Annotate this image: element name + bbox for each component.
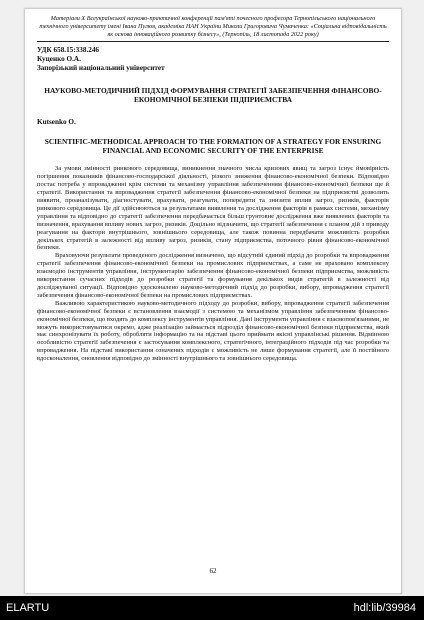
author-affiliation: Запорізький національний університет (37, 64, 165, 73)
body-paragraph: Важливою характеристикою науково-методичного підходу до розробки, вибору, впровадження стратегії забезпечення фінансово-економічної безпеки є встановлення взаємодії з системою та механізмом управління забезпеченням фінансово-економічної безпеки, що входять до комплексу інструментів управління. Дані інструменти управління є взаємопов'язаними, не можуть використовуватися окремо, адже реалізацію займається підрозділ фінансово-економічної безпеки підприємства, який має синхронізувати їх роботу, обробляти інформацію та на підставі цього приймати якісні управлінські рішення. Відмінною особливістю стратегії забезпечення є застосування комплексного, стратегічного, інтеграційного підходів під час розробки та впровадження. На підставі використання означених підходів є можливість не лише формування стратегії, але її постійного вдосконалення, оновлення відповідно до змінності внутрішнього та зовнішнього середовища. (37, 299, 389, 363)
handle-link[interactable]: hdl:lib/39984 (353, 602, 416, 614)
author-name-en: Kutsenko O. (37, 118, 76, 127)
page-content (37, 15, 389, 363)
body-paragraph: Враховуючи результати проведеного дослідження визначено, що відсутній єдиний підхід до розробки та впровадження стратегії забезпечення фінансово-економічної безпеки на промислових підприємствах, а саме не враховано комплексну взаємодію інструментів управління, інструментарію забезпечення фінансово-економічної безпеки підприємства, можливість використання сучасних підходів до розробки стратегії та формування декількох видів стратегій в залежності від досліджуваної ситуації. Відповідно удосконалено науково-методичний підхід до розробки, вибору, впровадження стратегії забезпечення фінансово-економічної безпеки на промислових підприємствах. (37, 252, 389, 299)
author-name: Куценко О.А. (37, 55, 81, 64)
document-page (24, 8, 402, 594)
body-paragraph: За умови змінності ринкового середовища, виникнення значного числа кризових явищ та загроз існує ймовірність погіршення показників фінансово-господарської діяльності, різкого зниження фінансово-економічної безпеки. Відповідно постає потреба у впровадженні крім системи та механізму управління забезпеченням фінансово-економічної безпеки ще й стратегії. Використання та впровадження стратегії забезпечення фінансово-економічної безпеки на підприємстві дозволить виявити, проаналізувати, діагностувати, врахувати, реагувати, попередити та знизити вплив загроз, ризиків, факторів ринкового середовища. Це дії здійснюються за результатами виявлення та дослідження факторів в рамках системи, механізму управління та відповідно до стратегії забезпечення передбачається більш грунтовне дослідження вже виявлених факторів та визначення, врахування впливу нових загроз, ризиків. Доцільно відзначити, що стратегії забезпечення є планом дій з приводу реагування на фактори внутрішнього, зовнішнього середовища, але також повинна передбачати можливість розробки декількох стратегій в залежності від впливу загроз, ризиків, стану підприємства, поточного рівня фінансово-економічної безпеки. (37, 165, 389, 252)
repository-footer (0, 596, 424, 620)
page-number: 62 (209, 567, 217, 575)
conference-header: Матеріали X Всеукраїнської науково-практичної конференції пам'яті почесного професора Тернопільського національного технічного університету імені Івана Пулюя, академіка НАН України Миколи Григоровича Чумаченка: «Соціальна відповідальність як основа інноваційного розвитку бізнесу», (Тернопіль, 18 листопада 2022 року) (37, 15, 389, 42)
article-title-ua: НАУКОВО-МЕТОДИЧНИЙ ПІДХІД ФОРМУВАННЯ СТРАТЕГІЇ ЗАБЕЗПЕЧЕННЯ ФІНАНСОВО-ЕКОНОМІЧНОЇ БЕЗПЕКИ ПІДПРИЄМСТВА (44, 86, 382, 105)
article-body (37, 165, 389, 363)
repository-name[interactable]: ELARTU (6, 602, 50, 614)
udc-code: УДК 658.15:338.246 (37, 46, 100, 55)
article-meta (37, 46, 389, 73)
article-title-en: SCIENTIFIC-METHODICAL APPROACH TO THE FORMATION OF A STRATEGY FOR ENSURING FINANCIAL AND ECONOMIC SECURITY OF THE ENTERPRISE (44, 137, 382, 156)
